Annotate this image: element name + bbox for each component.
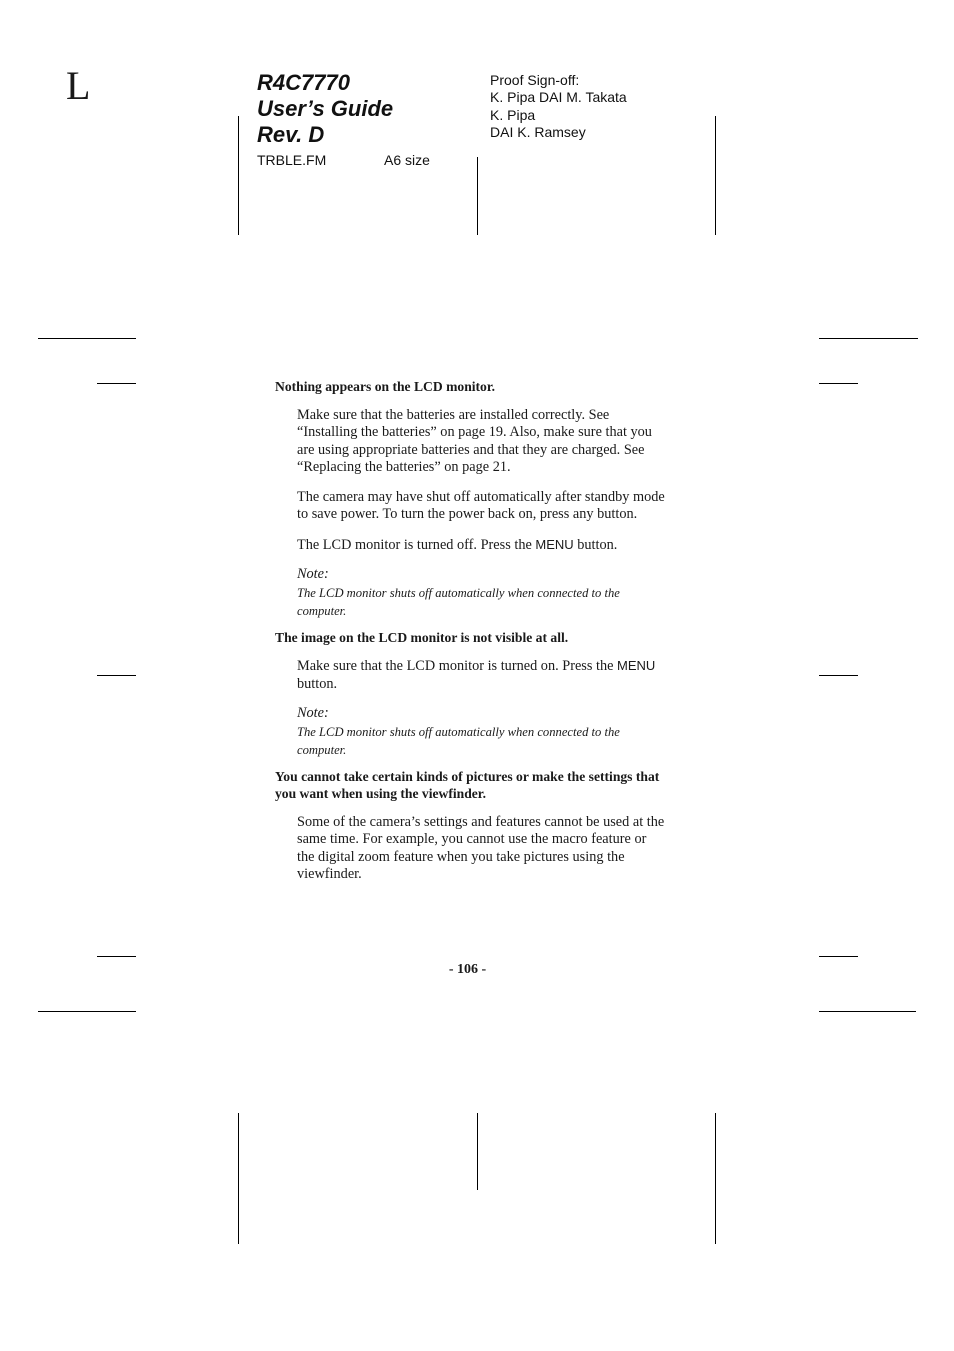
paragraph: [297, 657, 665, 693]
crop-mark: [238, 1113, 239, 1244]
paragraph-text: button.: [297, 675, 338, 692]
crop-mark: [477, 1113, 478, 1190]
crop-mark: [97, 383, 136, 384]
section-heading: The image on the LCD monitor is not visible at all.: [275, 629, 569, 645]
crop-mark: [97, 675, 136, 676]
crop-mark: [715, 116, 716, 235]
page-number: - 106 -: [448, 962, 487, 977]
note-label: Note:: [297, 566, 329, 582]
note-text: The LCD monitor shuts off automatically when connected to the computer.: [297, 724, 620, 757]
crop-mark: [819, 1011, 916, 1012]
paragraph: Some of the camera’s settings and features cannot be used at the same time. For example, you cannot use the macro feature or the digital zoom feature when you take pictures using the viewfinder.: [297, 813, 665, 882]
section-heading: You cannot take certain kinds of pictures or make the settings that you want when using the viewfinder.: [275, 768, 660, 801]
page-content: [275, 378, 665, 896]
note-text: The LCD monitor shuts off automatically when connected to the computer.: [297, 585, 620, 618]
crop-mark: [819, 956, 858, 957]
paragraph-text: button.: [573, 536, 618, 553]
crop-mark: [238, 116, 239, 235]
proof-signoff: [490, 72, 627, 141]
paragraph: Make sure that the batteries are installed correctly. See “Installing the batteries” on page 19. Also, make sure that you are using appropriate batteries and that they are charged. See “Replacing the batteries” on page 21.: [297, 406, 652, 475]
crop-mark: [715, 1113, 716, 1244]
paragraph-text: Make sure that the LCD monitor is turned on. Press the: [297, 658, 618, 674]
crop-mark: [819, 675, 858, 676]
crop-mark: [38, 1011, 136, 1012]
title-line-rev: Rev. D: [257, 122, 325, 147]
crop-mark: [819, 383, 858, 384]
paragraph: The camera may have shut off automatically after standby mode to save power. To turn the power back on, press any button.: [297, 488, 665, 522]
title-line-guide: User’s Guide: [257, 96, 394, 121]
proof-line: Proof Sign-off:: [490, 72, 580, 88]
title-line-model: R4C7770: [257, 70, 350, 95]
paragraph-text: The LCD monitor is turned off. Press the: [297, 536, 536, 553]
section-heading: Nothing appears on the LCD monitor.: [275, 379, 496, 394]
file-name: TRBLE.FM: [257, 152, 327, 168]
corner-mark: L: [66, 63, 91, 108]
crop-mark: [97, 956, 136, 957]
proof-line: DAI K. Ramsey: [490, 123, 586, 140]
crop-mark: [38, 338, 136, 339]
proof-line: K. Pipa DAI M. Takata: [490, 89, 627, 106]
crop-mark: [819, 338, 918, 339]
page-size: A6 size: [384, 152, 430, 168]
crop-mark: [477, 157, 478, 235]
paragraph: [297, 536, 665, 555]
document-title: [257, 70, 393, 148]
proof-line: K. Pipa: [490, 106, 536, 123]
note-label: Note:: [297, 705, 329, 721]
menu-key-label: MENU: [535, 536, 574, 552]
menu-key-label: MENU: [617, 658, 656, 673]
